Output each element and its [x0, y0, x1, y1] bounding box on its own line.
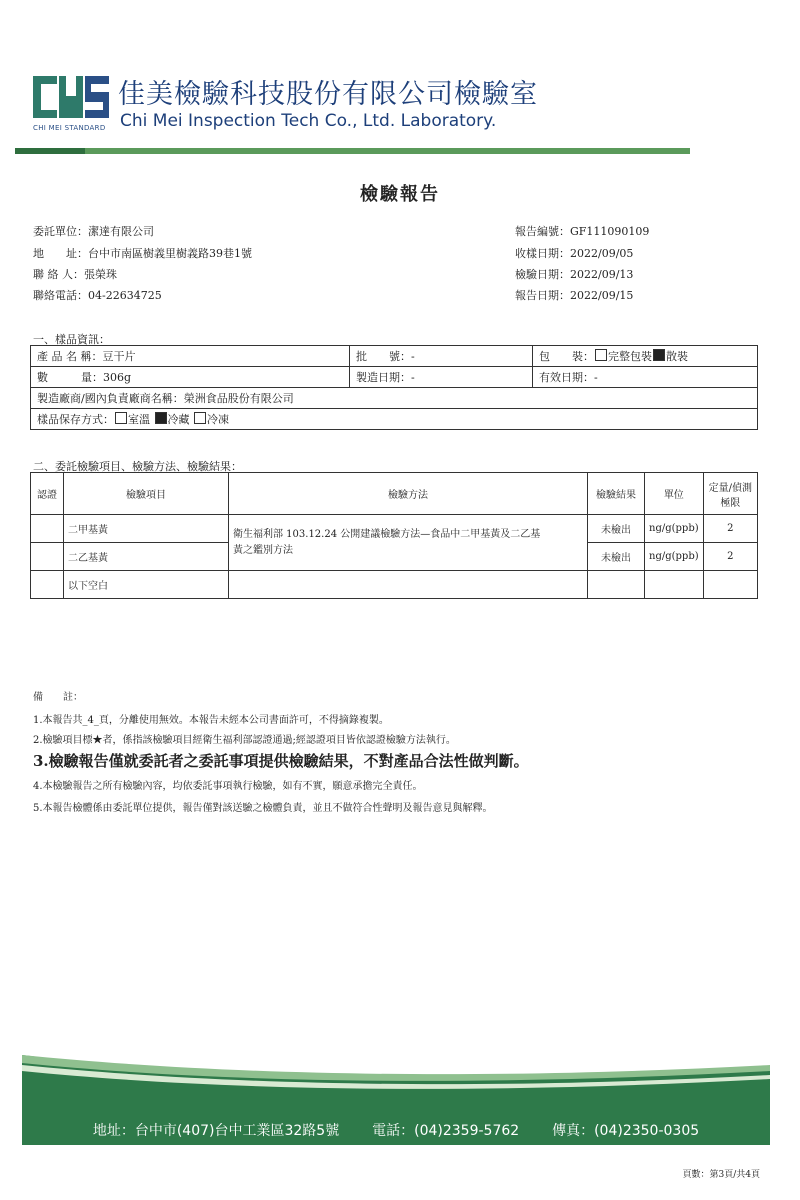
col-cert: 認證 — [31, 473, 64, 515]
client-address: 地 址：台中市南區樹義里樹義路39巷1號 — [33, 247, 252, 260]
note-3: 3.檢驗報告僅就委託者之委託事項提供檢驗結果，不對產品合法性做判斷。 — [33, 752, 529, 770]
company-logo-icon — [33, 72, 111, 122]
row-method — [229, 571, 588, 599]
storage-cell — [31, 409, 758, 430]
col-unit: 單位 — [645, 473, 704, 515]
package-option-bulk: 散裝 — [666, 350, 688, 363]
note-5: 5.本報告檢體係由委託單位提供，報告僅對該送驗之檢體負責，並且不做符合性聲明及報告意見與解釋。 — [33, 803, 493, 814]
header-divider — [15, 148, 690, 154]
storage-option-room: 室溫 — [128, 413, 150, 426]
row-item: 二甲基黃 — [64, 515, 229, 543]
row-limit: 2 — [703, 543, 757, 571]
product-name: 產 品 名 稱：豆干片 — [31, 346, 350, 367]
client-contact: 聯 絡 人：張榮珠 — [33, 268, 117, 281]
col-result: 檢驗結果 — [588, 473, 645, 515]
row-unit: ng/g(ppb) — [645, 543, 704, 571]
checkbox-empty-icon — [194, 412, 206, 424]
footer-contact — [22, 1120, 770, 1140]
col-method: 檢驗方法 — [229, 473, 588, 515]
row-result: 未檢出 — [588, 543, 645, 571]
package-option-complete: 完整包裝 — [608, 350, 652, 363]
report-date: 報告日期：2022/09/15 — [515, 289, 634, 302]
test-date: 檢驗日期：2022/09/13 — [515, 268, 634, 281]
sample-info-table — [30, 345, 758, 430]
manufacture-date: 製造日期：- — [350, 367, 533, 388]
page-number: 頁數：第3頁/共4頁 — [682, 1170, 760, 1180]
client-phone: 聯絡電話：04-22634725 — [33, 289, 162, 302]
package-label: 包 裝： — [539, 350, 594, 363]
footer-fax: 傳真：(04)2350-0305 — [552, 1123, 700, 1139]
results-table — [30, 472, 758, 599]
header-divider-accent — [15, 148, 85, 154]
report-title: 檢驗報告 — [360, 184, 440, 205]
storage-option-fridge: 冷藏 — [167, 413, 190, 426]
storage-label: 樣品保存方式： — [37, 413, 114, 426]
row-result: 未檢出 — [588, 515, 645, 543]
row-cert — [31, 571, 64, 599]
method-cell — [229, 515, 588, 571]
col-limit: 定量/偵測極限 — [703, 473, 757, 515]
checkbox-empty-icon — [595, 349, 607, 361]
note-4: 4.本檢驗報告之所有檢驗內容，均依委託事項執行檢驗，如有不實，願意承擔完全責任。 — [33, 781, 423, 792]
footer-address: 地址：台中市(407)台中工業區32路5號 — [92, 1123, 340, 1139]
row-limit: 2 — [703, 515, 757, 543]
batch-number: 批 號：- — [350, 346, 533, 367]
row-unit — [645, 571, 704, 599]
row-limit — [703, 571, 757, 599]
logo-subtitle: CHI MEI STANDARD — [33, 124, 106, 132]
checkbox-empty-icon — [115, 412, 127, 424]
row-item: 二乙基黃 — [64, 543, 229, 571]
col-item: 檢驗項目 — [64, 473, 229, 515]
section1-heading: 一、樣品資訊： — [33, 333, 110, 346]
row-cert — [31, 515, 64, 543]
report-number: 報告編號：GF111090109 — [515, 225, 650, 238]
note-2: 2.檢驗項目標★者，係指該檢驗項目經衛生福利部認證通過;經認證項目皆依認證檢驗方法執行。 — [33, 735, 456, 746]
notes-heading: 備 註： — [33, 692, 83, 703]
row-result — [588, 571, 645, 599]
note-1: 1.本報告共_4_頁，分離使用無效。本報告未經本公司書面許可，不得摘錄複製。 — [33, 715, 389, 726]
section2-heading: 二、委託檢驗項目、檢驗方法、檢驗結果： — [33, 460, 242, 473]
method-text-line1: 衛生福利部 103.12.24 公開建議檢驗方法—食品中二甲基黃及二乙基 — [233, 528, 541, 540]
package-cell — [533, 346, 758, 367]
method-text-line2: 黃之鑑別方法 — [233, 544, 293, 556]
row-unit: ng/g(ppb) — [645, 515, 704, 543]
client-unit: 委託單位：潔達有限公司 — [33, 225, 154, 238]
checkbox-checked-icon — [653, 349, 665, 361]
expiry-date: 有效日期：- — [533, 367, 758, 388]
received-date: 收樣日期：2022/09/05 — [515, 247, 634, 260]
row-cert — [31, 543, 64, 571]
footer-phone: 電話：(04)2359-5762 — [372, 1123, 520, 1139]
manufacturer: 製造廠商/國內負責廠商名稱：榮洲食品股份有限公司 — [31, 388, 758, 409]
quantity: 數 量：306g — [31, 367, 350, 388]
checkbox-checked-icon — [155, 412, 167, 424]
company-name-zh: 佳美檢驗科技股份有限公司檢驗室 — [118, 79, 538, 110]
company-name-en: Chi Mei Inspection Tech Co., Ltd. Laboratory. — [120, 111, 497, 131]
row-item: 以下空白 — [64, 571, 229, 599]
storage-option-frozen: 冷凍 — [207, 413, 229, 426]
